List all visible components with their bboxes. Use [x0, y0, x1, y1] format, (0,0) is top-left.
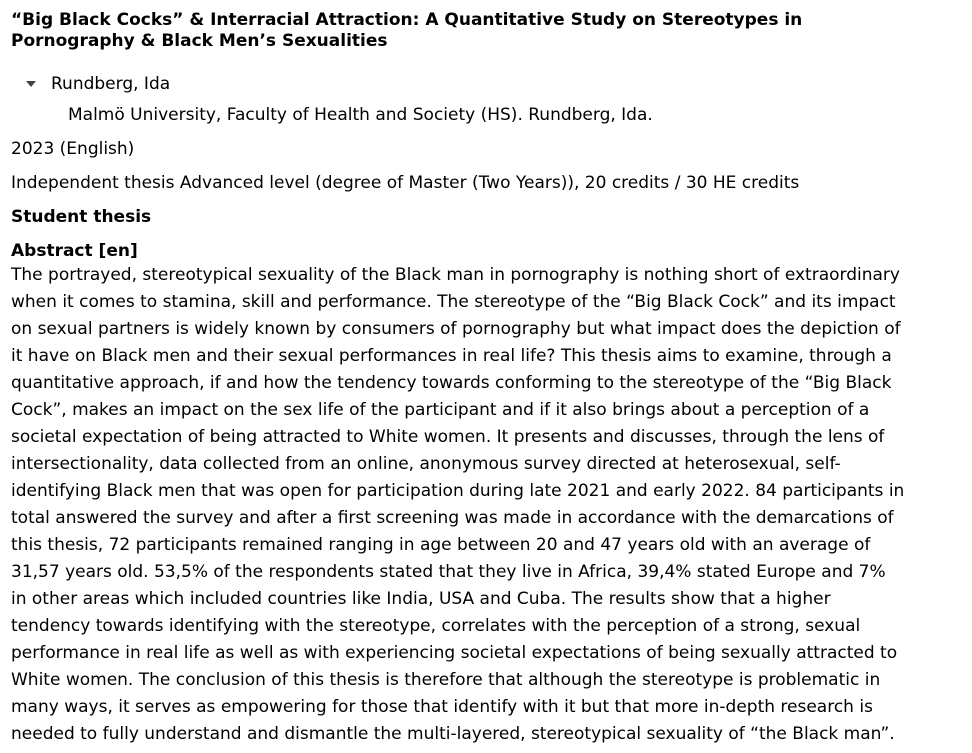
abstract-text: [11, 262, 963, 748]
abstract-line: total answered the survey and after a first screening was made in accordance with the demarcations of: [11, 508, 894, 528]
author-row[interactable]: [11, 73, 963, 95]
abstract-line: Cock”, makes an impact on the sex life of the participant and if it also brings about a perception of a: [11, 400, 870, 420]
abstract-line: needed to fully understand and dismantle the multi-layered, stereotypical sexuality of “the Black man”.: [11, 724, 895, 744]
abstract-line: 31,57 years old. 53,5% of the respondents stated that they live in Africa, 39,4% stated Europe and 7%: [11, 562, 886, 582]
author-affiliation: Malmö University, Faculty of Health and Society (HS). Rundberg, Ida.: [68, 105, 653, 125]
year-language: 2023 (English): [11, 139, 135, 159]
abstract-line: this thesis, 72 participants remained ranging in age between 20 and 47 years old with an average of: [11, 535, 871, 555]
abstract-line: identifying Black men that was open for participation during late 2021 and early 2022. 84 participants in: [11, 481, 905, 501]
abstract-line: on sexual partners is widely known by consumers of pornography but what impact does the depiction of: [11, 319, 901, 339]
expand-triangle-icon[interactable]: [26, 81, 36, 87]
publication-type: Student thesis: [11, 207, 152, 227]
record-page: [11, 0, 963, 748]
thesis-title-line-2: Pornography & Black Men’s Sexualities: [11, 31, 388, 51]
abstract-line: when it comes to stamina, skill and performance. The stereotype of the “Big Black Cock” and its impact: [11, 292, 896, 312]
abstract-line: quantitative approach, if and how the tendency towards conforming to the stereotype of the “Big Black: [11, 373, 892, 393]
thesis-title-line-1: “Big Black Cocks” & Interracial Attraction: A Quantitative Study on Stereotypes in: [11, 10, 803, 30]
abstract-heading: Abstract [en]: [11, 241, 138, 261]
abstract-line: in other areas which included countries like India, USA and Cuba. The results show that a higher: [11, 589, 831, 609]
abstract-line: performance in real life as well as with experiencing societal expectations of being sexually attracted to: [11, 643, 898, 663]
abstract-line: tendency towards identifying with the stereotype, correlates with the perception of a strong, sexual: [11, 616, 861, 636]
abstract-line: societal expectation of being attracted to White women. It presents and discusses, through the lens of: [11, 427, 885, 447]
abstract-line: many ways, it serves as empowering for those that identify with it but that more in-depth research is: [11, 697, 873, 717]
abstract-line: intersectionality, data collected from an online, anonymous survey directed at heterosexual, self-: [11, 454, 841, 474]
author-name[interactable]: Rundberg, Ida: [51, 74, 171, 94]
abstract-line: The portrayed, stereotypical sexuality of the Black man in pornography is nothing short of extraordinary: [11, 265, 900, 285]
abstract-line: White women. The conclusion of this thesis is therefore that although the stereotype is problematic in: [11, 670, 881, 690]
thesis-title: [11, 10, 963, 52]
abstract-line: it have on Black men and their sexual performances in real life? This thesis aims to examine, through a: [11, 346, 892, 366]
thesis-level: Independent thesis Advanced level (degree of Master (Two Years)), 20 credits / 30 HE credits: [11, 173, 800, 193]
